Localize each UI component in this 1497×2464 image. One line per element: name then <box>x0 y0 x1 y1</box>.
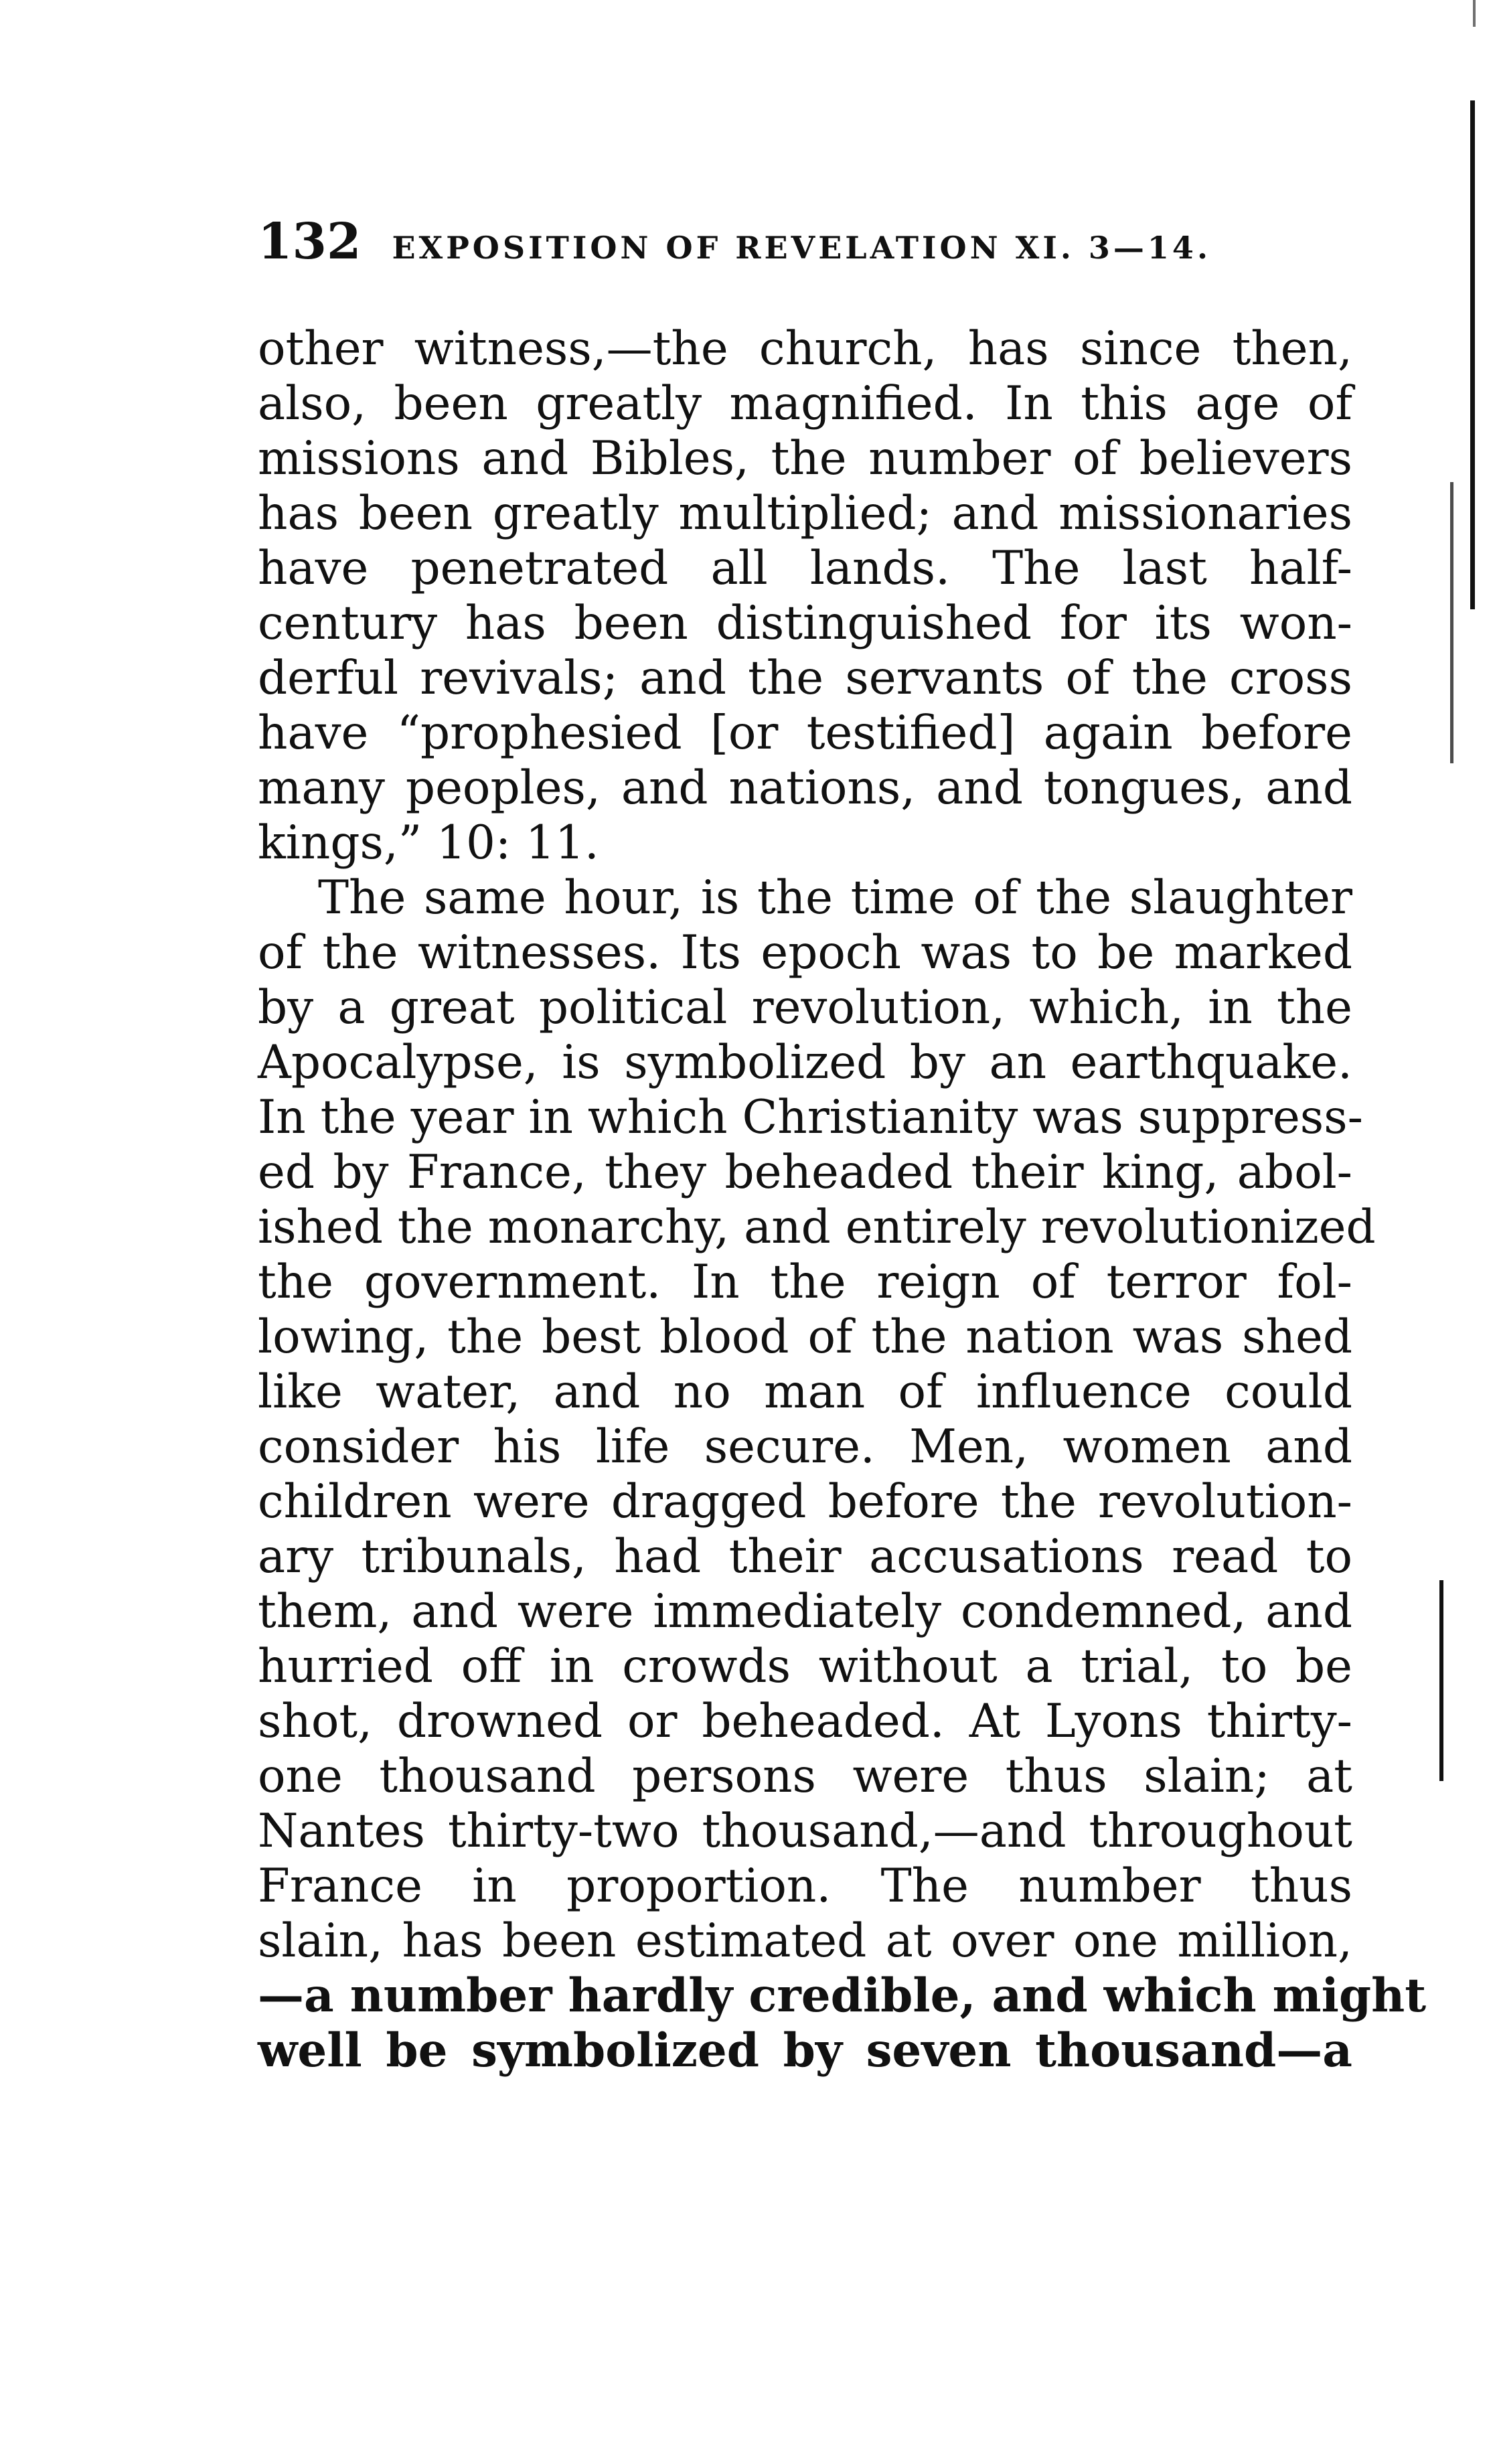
scan-edge-mark <box>1473 0 1476 27</box>
running-head <box>258 213 1369 293</box>
text-line-31: —a number hardly credible, and which might <box>258 1969 1427 2023</box>
text-line-21: consider his life secure. Men, women and <box>258 1420 1352 1474</box>
text-line-7: derful revivals; and the servants of the cross <box>258 651 1352 705</box>
page-number: 132 <box>258 213 362 271</box>
body-text <box>258 321 1427 2078</box>
text-line-9: many peoples, and nations, and tongues, and <box>258 761 1352 815</box>
text-line-8: have “prophesied [or testified] again before <box>258 706 1352 760</box>
text-line-13: by a great political revolution, which, in the <box>258 981 1352 1034</box>
text-line-14: Apocalypse, is symbolized by an earthquake. <box>258 1036 1352 1089</box>
text-line-10: kings,” 10: 11. <box>258 816 599 870</box>
text-line-4: has been greatly multiplied; and missionaries <box>258 487 1352 540</box>
text-line-28: Nantes thirty-two thousand,—and throughout <box>258 1804 1352 1858</box>
text-line-12: of the witnesses. Its epoch was to be marked <box>258 926 1352 980</box>
scan-edge-mark <box>1470 100 1475 609</box>
scan-edge-mark <box>1439 1580 1443 1781</box>
text-line-22: children were dragged before the revolution- <box>258 1475 1352 1529</box>
text-line-32: well be symbolized by seven thousand—a <box>258 2023 1352 2078</box>
text-line-2: also, been greatly magnified. In this age of <box>258 377 1352 431</box>
text-line-27: one thousand persons were thus slain; at <box>258 1750 1352 1803</box>
text-line-15: In the year in which Christianity was suppress- <box>258 1091 1363 1144</box>
text-line-24: them, and were immediately condemned, and <box>258 1585 1352 1638</box>
text-line-5: have penetrated all lands. The last half- <box>258 542 1352 595</box>
chapter-heading: EXPOSITION OF REVELATION XI. 3—14. <box>392 230 1211 266</box>
scan-edge-mark <box>1450 482 1453 763</box>
text-line-1: other witness,—the church, has since then, <box>258 322 1352 376</box>
text-line-6: century has been distinguished for its won- <box>258 597 1352 650</box>
text-line-17: ished the monarchy, and entirely revolutionized <box>258 1201 1376 1254</box>
text-line-25: hurried off in crowds without a trial, to be <box>258 1640 1352 1693</box>
text-line-11: The same hour, is the time of the slaughter <box>318 871 1352 925</box>
text-line-19: lowing, the best blood of the nation was shed <box>258 1310 1352 1364</box>
text-line-3: missions and Bibles, the number of believers <box>258 432 1352 485</box>
text-line-18: the government. In the reign of terror fol- <box>258 1255 1352 1309</box>
text-line-16: ed by France, they beheaded their king, abol- <box>258 1146 1352 1199</box>
text-line-29: France in proportion. The number thus <box>258 1859 1352 1913</box>
text-line-20: like water, and no man of influence could <box>258 1365 1352 1419</box>
text-line-23: ary tribunals, had their accusations read to <box>258 1530 1352 1584</box>
text-line-30: slain, has been estimated at over one million, <box>258 1914 1352 1968</box>
text-line-26: shot, drowned or beheaded. At Lyons thirty- <box>258 1695 1352 1748</box>
